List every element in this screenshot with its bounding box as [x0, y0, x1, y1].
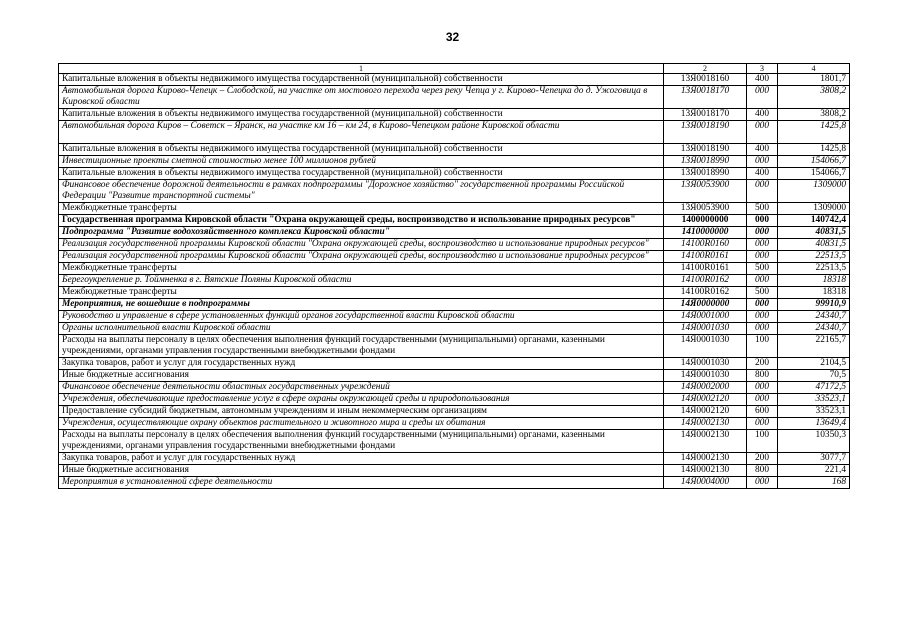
target-code-cell: 14Я0001000 [664, 311, 747, 323]
expense-type-cell: 000 [747, 275, 778, 287]
expense-type-cell: 400 [747, 144, 778, 156]
expense-type-cell: 800 [747, 465, 778, 477]
expense-type-cell: 000 [747, 227, 778, 239]
target-code-cell: 14Я0002130 [664, 465, 747, 477]
amount-cell: 47172,5 [778, 382, 850, 394]
amount-cell: 40831,5 [778, 227, 850, 239]
target-code-cell: 14Я0002130 [664, 453, 747, 465]
table-row [59, 394, 850, 406]
target-code-cell: 13Я0018990 [664, 168, 747, 180]
target-code-cell: 14Я0001030 [664, 370, 747, 382]
table-header-row [59, 64, 850, 74]
expense-type-cell: 000 [747, 86, 778, 109]
target-code-cell: 13Я0053900 [664, 203, 747, 215]
target-code-cell: 14Я0004000 [664, 477, 747, 489]
item-name-cell: Учреждения, осуществляющие охрану объектов растительного и животного мира и среды их обитания [59, 418, 664, 430]
table-row [59, 251, 850, 263]
amount-cell: 1801,7 [778, 74, 850, 86]
table-row [59, 86, 850, 109]
page-number: 32 [445, 30, 460, 44]
expense-type-cell: 000 [747, 156, 778, 168]
table-row [59, 311, 850, 323]
item-name-cell: Капитальные вложения в объекты недвижимого имущества государственной (муниципальной) собственности [59, 109, 664, 121]
table-row [59, 323, 850, 335]
table-row [59, 418, 850, 430]
amount-cell: 99910,9 [778, 299, 850, 311]
expense-type-cell: 000 [747, 382, 778, 394]
item-name-cell: Финансовое обеспечение деятельности областных государственных учреждений [59, 382, 664, 394]
amount-cell: 70,5 [778, 370, 850, 382]
item-name-cell: Расходы на выплаты персоналу в целях обеспечения выполнения функций государственными (муниципальными) органами, казенными учреждениями, органами управления государственными внебюджетными фондами [59, 430, 664, 453]
expense-type-cell: 800 [747, 370, 778, 382]
budget-table [58, 63, 850, 489]
table-row [59, 465, 850, 477]
target-code-cell: 13Я0018170 [664, 109, 747, 121]
item-name-cell: Берегоукрепление р. Тоймненка в г. Вятские Поляны Кировской области [59, 275, 664, 287]
table-row [59, 144, 850, 156]
target-code-cell: 13Я0018190 [664, 144, 747, 156]
item-name-cell: Капитальные вложения в объекты недвижимого имущества государственной (муниципальной) собственности [59, 168, 664, 180]
expense-type-cell: 000 [747, 477, 778, 489]
amount-cell: 22513,5 [778, 251, 850, 263]
amount-cell: 22513,5 [778, 263, 850, 275]
header-col-3: 3 [747, 64, 778, 74]
table-row [59, 168, 850, 180]
table-row [59, 477, 850, 489]
amount-cell: 140742,4 [778, 215, 850, 227]
amount-cell: 22165,7 [778, 335, 850, 358]
item-name-cell: Подпрограмма "Развитие водохозяйственного комплекса Кировской области" [59, 227, 664, 239]
target-code-cell: 13Я0053900 [664, 180, 747, 203]
item-name-cell: Мероприятия, не вошедшие в подпрограммы [59, 299, 664, 311]
table-row [59, 263, 850, 275]
table-row [59, 287, 850, 299]
expense-type-cell: 000 [747, 311, 778, 323]
target-code-cell: 14100R0161 [664, 251, 747, 263]
table-row [59, 215, 850, 227]
item-name-cell: Реализация государственной программы Кировской области "Охрана окружающей среды, воспроизводство и использование природных ресурсов" [59, 251, 664, 263]
amount-cell: 18318 [778, 275, 850, 287]
target-code-cell: 14Я0001030 [664, 358, 747, 370]
table-row [59, 382, 850, 394]
amount-cell: 24340,7 [778, 311, 850, 323]
amount-cell: 154066,7 [778, 168, 850, 180]
item-name-cell: Предоставление субсидий бюджетным, автономным учреждениям и иным некоммерческим организациям [59, 406, 664, 418]
table-row [59, 180, 850, 203]
target-code-cell: 14100R0162 [664, 275, 747, 287]
table-row [59, 299, 850, 311]
item-name-cell: Руководство и управление в сфере установленных функций органов государственной власти Кировской области [59, 311, 664, 323]
expense-type-cell: 000 [747, 299, 778, 311]
expense-type-cell: 000 [747, 215, 778, 227]
target-code-cell: 1410000000 [664, 227, 747, 239]
item-name-cell: Органы исполнительной власти Кировской области [59, 323, 664, 335]
target-code-cell: 13Я0018160 [664, 74, 747, 86]
expense-type-cell: 000 [747, 239, 778, 251]
expense-type-cell: 000 [747, 323, 778, 335]
table-row [59, 335, 850, 358]
amount-cell: 3808,2 [778, 86, 850, 109]
expense-type-cell: 500 [747, 287, 778, 299]
expense-type-cell: 600 [747, 406, 778, 418]
table-row [59, 203, 850, 215]
expense-type-cell: 400 [747, 74, 778, 86]
target-code-cell: 14Я0002130 [664, 430, 747, 453]
target-code-cell: 13Я0018990 [664, 156, 747, 168]
amount-cell: 1309000 [778, 203, 850, 215]
amount-cell: 1309000 [778, 180, 850, 203]
item-name-cell: Инвестиционные проекты сметной стоимостью менее 100 миллионов рублей [59, 156, 664, 168]
table-row [59, 358, 850, 370]
item-name-cell: Межбюджетные трансферты [59, 287, 664, 299]
amount-cell: 13649,4 [778, 418, 850, 430]
item-name-cell: Закупка товаров, работ и услуг для государственных нужд [59, 358, 664, 370]
table-row [59, 453, 850, 465]
expense-type-cell: 000 [747, 394, 778, 406]
expense-type-cell: 400 [747, 109, 778, 121]
target-code-cell: 14100R0161 [664, 263, 747, 275]
target-code-cell: 14Я0002120 [664, 394, 747, 406]
target-code-cell: 14Я0001030 [664, 323, 747, 335]
item-name-cell: Иные бюджетные ассигнования [59, 370, 664, 382]
target-code-cell: 13Я0018170 [664, 86, 747, 109]
amount-cell: 1425,8 [778, 121, 850, 144]
expense-type-cell: 500 [747, 263, 778, 275]
expense-type-cell: 400 [747, 168, 778, 180]
amount-cell: 24340,7 [778, 323, 850, 335]
target-code-cell: 14Я0001030 [664, 335, 747, 358]
table-row [59, 109, 850, 121]
target-code-cell: 14100R0162 [664, 287, 747, 299]
item-name-cell: Капитальные вложения в объекты недвижимого имущества государственной (муниципальной) собственности [59, 74, 664, 86]
amount-cell: 33523,1 [778, 394, 850, 406]
amount-cell: 40831,5 [778, 239, 850, 251]
table-row [59, 430, 850, 453]
header-col-1: 1 [59, 64, 664, 74]
item-name-cell: Закупка товаров, работ и услуг для государственных нужд [59, 453, 664, 465]
expense-type-cell: 000 [747, 121, 778, 144]
item-name-cell: Реализация государственной программы Кировской области "Охрана окружающей среды, воспроизводство и использование природных ресурсов" [59, 239, 664, 251]
table-row [59, 406, 850, 418]
item-name-cell: Межбюджетные трансферты [59, 263, 664, 275]
table-row [59, 370, 850, 382]
expense-type-cell: 000 [747, 251, 778, 263]
item-name-cell: Иные бюджетные ассигнования [59, 465, 664, 477]
target-code-cell: 14Я0002120 [664, 406, 747, 418]
expense-type-cell: 200 [747, 453, 778, 465]
item-name-cell: Автомобильная дорога Кирово-Чепецк – Слободской, на участке от мостового перехода через реку Чепца у г. Кирово-Чепецка до д. Ужоговица в Кировской области [59, 86, 664, 109]
target-code-cell: 14100R0160 [664, 239, 747, 251]
amount-cell: 2104,5 [778, 358, 850, 370]
item-name-cell: Капитальные вложения в объекты недвижимого имущества государственной (муниципальной) собственности [59, 144, 664, 156]
table-row [59, 156, 850, 168]
amount-cell: 221,4 [778, 465, 850, 477]
header-col-4: 4 [778, 64, 850, 74]
expense-type-cell: 100 [747, 430, 778, 453]
amount-cell: 1425,8 [778, 144, 850, 156]
table-row [59, 121, 850, 144]
item-name-cell: Финансовое обеспечение дорожной деятельности в рамках подпрограммы "Дорожное хозяйство" государственной программы Российской Федерации "Развитие транспортной системы" [59, 180, 664, 203]
amount-cell: 18318 [778, 287, 850, 299]
target-code-cell: 1400000000 [664, 215, 747, 227]
item-name-cell: Автомобильная дорога Киров – Советск – Яранск, на участке км 16 – км 24, в Кирово-Чепецком районе Кировской области [59, 121, 664, 144]
table-row [59, 239, 850, 251]
amount-cell: 154066,7 [778, 156, 850, 168]
expense-type-cell: 200 [747, 358, 778, 370]
amount-cell: 168 [778, 477, 850, 489]
target-code-cell: 14Я0000000 [664, 299, 747, 311]
amount-cell: 10350,3 [778, 430, 850, 453]
item-name-cell: Расходы на выплаты персоналу в целях обеспечения выполнения функций государственными (муниципальными) органами, казенными учреждениями, органами управления государственными внебюджетными фондами [59, 335, 664, 358]
item-name-cell: Мероприятия в установленной сфере деятельности [59, 477, 664, 489]
target-code-cell: 14Я0002130 [664, 418, 747, 430]
item-name-cell: Учреждения, обеспечивающие предоставление услуг в сфере охраны окружающей среды и природопользования [59, 394, 664, 406]
target-code-cell: 13Я0018190 [664, 121, 747, 144]
table-row [59, 227, 850, 239]
expense-type-cell: 000 [747, 418, 778, 430]
header-col-2: 2 [664, 64, 747, 74]
expense-type-cell: 500 [747, 203, 778, 215]
item-name-cell: Государственная программа Кировской области "Охрана окружающей среды, воспроизводство и использование природных ресурсов" [59, 215, 664, 227]
amount-cell: 3077,7 [778, 453, 850, 465]
table-row [59, 74, 850, 86]
expense-type-cell: 000 [747, 180, 778, 203]
amount-cell: 33523,1 [778, 406, 850, 418]
table-row [59, 275, 850, 287]
amount-cell: 3808,2 [778, 109, 850, 121]
expense-type-cell: 100 [747, 335, 778, 358]
item-name-cell: Межбюджетные трансферты [59, 203, 664, 215]
target-code-cell: 14Я0002000 [664, 382, 747, 394]
